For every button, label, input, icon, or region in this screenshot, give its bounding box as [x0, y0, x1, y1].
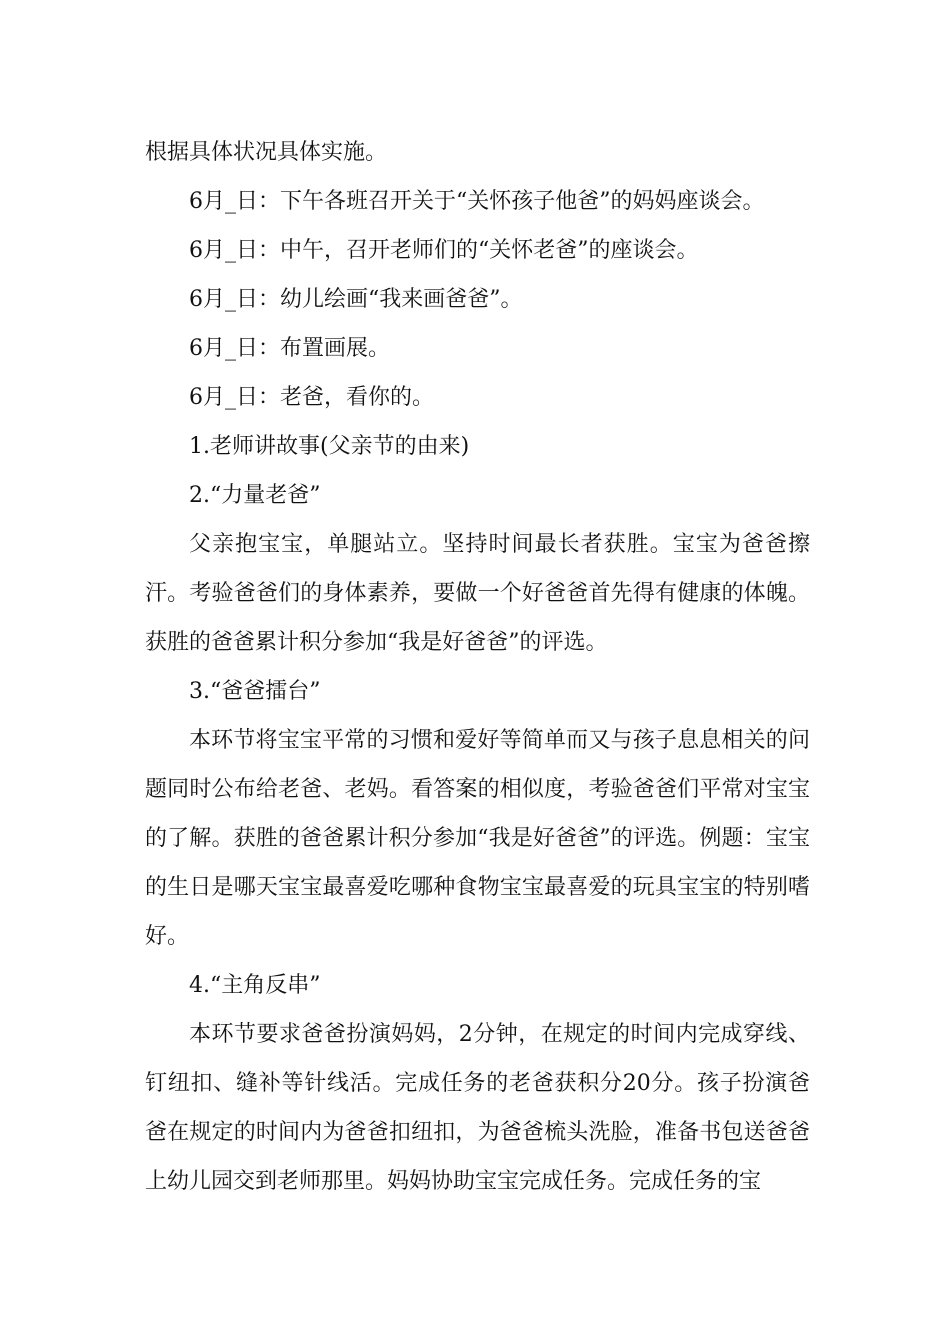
document-body	[145, 128, 810, 1206]
paragraph-schedule-dad-show: 6月_日：老爸，看你的。	[189, 385, 434, 410]
list-item-dad-arena-heading: 3.“爸爸擂台”	[189, 679, 321, 704]
list-item-strength-dad-heading: 2.“力量老爸”	[189, 483, 321, 508]
list-item-story: 1.老师讲故事(父亲节的由来)	[189, 434, 470, 459]
paragraph-schedule-drawing: 6月_日：幼儿绘画“我来画爸爸”。	[189, 287, 523, 312]
paragraph-schedule-teachers-meeting: 6月_日：中午，召开老师们的“关怀老爸”的座谈会。	[189, 238, 699, 263]
paragraph-strength-dad-body: 父亲抱宝宝，单腿站立。坚持时间最长者获胜。宝宝为爸爸擦汗。考验爸爸们的身体素养，要做一个好爸爸首先得有健康的体魄。获胜的爸爸累计积分参加“我是好爸爸”的评选。	[145, 532, 810, 655]
paragraph-schedule-mothers-meeting: 6月_日：下午各班召开关于“关怀孩子他爸”的妈妈座谈会。	[189, 189, 765, 214]
paragraph-role-reversal-body: 本环节要求爸爸扮演妈妈，2分钟，在规定的时间内完成穿线、钉纽扣、缝补等针线活。完成任务的老爸获积分20分。孩子扮演爸爸在规定的时间内为爸爸扣纽扣，为爸爸梳头洗脸，准备书包送爸爸上幼儿园交到老师那里。妈妈协助宝宝完成任务。完成任务的宝	[145, 1022, 810, 1194]
paragraph-intro-continuation: 根据具体状况具体实施。	[145, 140, 388, 165]
list-item-role-reversal-heading: 4.“主角反串”	[189, 973, 321, 998]
paragraph-dad-arena-body: 本环节将宝宝平常的习惯和爱好等简单而又与孩子息息相关的问题同时公布给老爸、老妈。看答案的相似度，考验爸爸们平常对宝宝的了解。获胜的爸爸累计积分参加“我是好爸爸”的评选。例题：宝宝的生日是哪天宝宝最喜爱吃哪种食物宝宝最喜爱的玩具宝宝的特别嗜好。	[145, 728, 810, 949]
paragraph-schedule-exhibition: 6月_日：布置画展。	[189, 336, 390, 361]
